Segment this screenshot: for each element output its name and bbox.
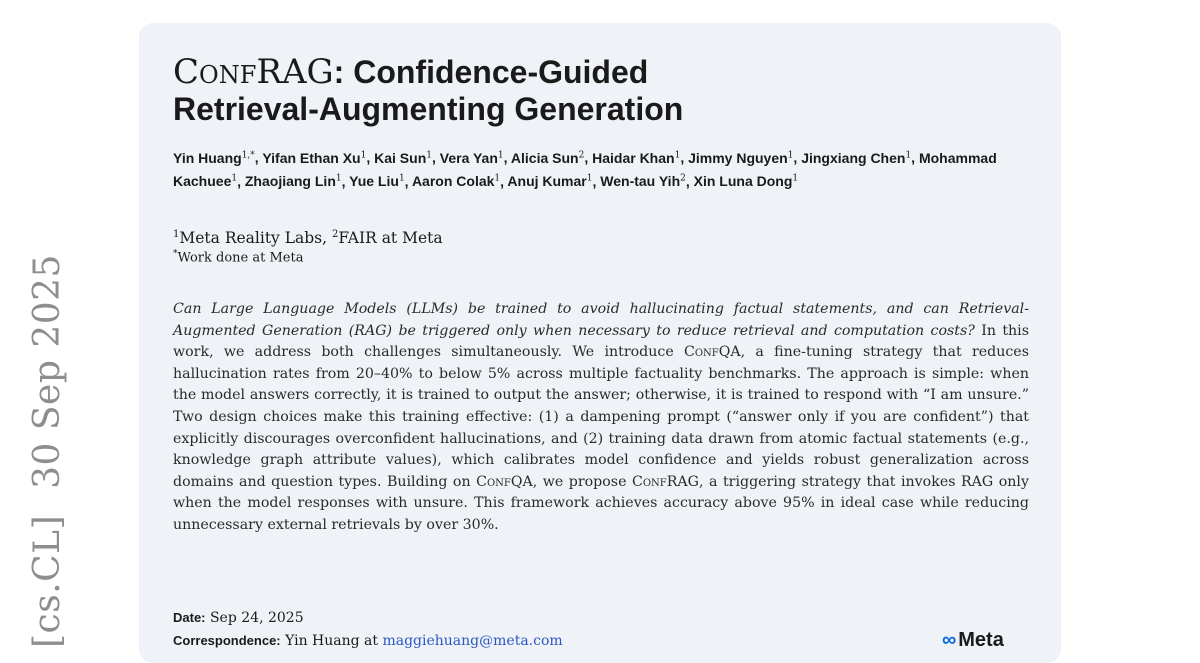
author-name-text: Zhaojiang Lin <box>244 173 336 190</box>
author-name-text: Anuj Kumar <box>507 173 587 190</box>
author-affiliation-sup: 1,* <box>241 150 255 160</box>
author-affiliation-sup: 1 <box>426 150 432 160</box>
author-name-text: Jingxiang Chen <box>801 149 906 166</box>
author-name-text: Haidar Khan <box>592 149 675 166</box>
author-name <box>412 173 500 189</box>
author-affiliation-sup: 1 <box>231 173 238 184</box>
title-line1-rest: : Confidence-Guided <box>333 54 649 90</box>
author-name <box>173 150 255 166</box>
author-affiliation-sup: 2 <box>578 150 585 160</box>
author-name <box>592 150 680 166</box>
abstract <box>173 299 1029 537</box>
aff2: FAIR at Meta <box>338 229 443 248</box>
abstract-text-4: , a triggering strategy that invokes RAG only when the model responses with unsure. This framework achieves accuracy above 95% in ideal case while reducing unnecessary external retrievals by over 30%. <box>173 473 1029 533</box>
confqa-term-2: ConfQA <box>476 473 533 490</box>
author-name-text: Yin Huang <box>173 149 242 166</box>
date-value: Sep 24, 2025 <box>209 610 304 626</box>
author-affiliation-sup: 1 <box>792 173 799 184</box>
author-name <box>688 150 793 166</box>
author-name-text: Yue Liu <box>349 173 399 190</box>
author-affiliation-sup: 1 <box>787 150 794 160</box>
author-affiliation-sup: 2 <box>680 173 686 184</box>
date-line <box>173 610 304 626</box>
correspondence-text: Yin Huang at <box>285 633 383 649</box>
author-name-text: Wen-tau Yih <box>600 173 681 190</box>
author-name-text: Aaron Colak <box>411 173 495 190</box>
author-name <box>801 150 911 166</box>
meta-infinity-icon: ∞ <box>942 629 957 651</box>
aff1: Meta Reality Labs, <box>179 229 332 248</box>
author-affiliation-sup: 1 <box>586 173 593 184</box>
arxiv-category: [cs.CL] <box>27 514 68 648</box>
author-name-text: Jimmy Nguyen <box>688 149 788 166</box>
date-label: Date: <box>173 610 206 625</box>
paper-title <box>173 54 683 128</box>
author-name <box>511 150 584 166</box>
confrag-term: ConfRAG <box>631 473 699 490</box>
title-line2: Retrieval-Augmenting Generation <box>173 91 684 127</box>
author-affiliation-sup: 1 <box>398 173 405 184</box>
aff2-sup: 2 <box>332 229 339 240</box>
author-name <box>440 150 504 166</box>
abstract-text-3: , we propose <box>532 473 632 490</box>
arxiv-side-stamp <box>27 254 68 648</box>
confqa-term: ConfQA <box>684 344 741 361</box>
author-name <box>349 173 405 189</box>
author-affiliation-sup: 1 <box>905 150 912 160</box>
arxiv-date: 30 Sep 2025 <box>27 254 68 489</box>
title-smallcaps: ConfRAG <box>173 52 334 92</box>
abstract-text-1: In this work, we address both challenges simultaneously. We introduce <box>173 322 1029 361</box>
author-list: Yin Huang$^{1,*}$, Yifan Ethan Xu$^1$, Kai Sun$^1$, Vera Yan$^1$, Alicia Sun$^2$, Haidar Khan$^1$, Jimmy Nguyen$^1$, Jingxiang Chen$^1$, Mohammad Kachuee$^1$, Zhaojiang Lin$^1$, Yue Liu$^1$, Aaron Colak$^1$, Anuj Kumar$^1$, Wen-tau Yih$^2$, Xin Luna Dong$^1$ <box>173 149 997 190</box>
note-sup: * <box>173 249 178 259</box>
author-name-text: Xin Luna Dong <box>693 173 793 190</box>
aff1-sup: 1 <box>173 229 180 240</box>
abstract-question: Can Large Language Models (LLMs) be trained to avoid hallucinating factual statements, and can Retrieval-Augmented Generation (RAG) be triggered only when necessary to reduce retrieval and computation costs? <box>173 301 1029 339</box>
author-name <box>262 150 366 166</box>
meta-logo-text: Meta <box>958 629 1004 651</box>
author-name-text: Vera Yan <box>439 149 498 166</box>
note-text: Work done at Meta <box>177 250 304 266</box>
author-affiliation-sup: 1 <box>494 173 501 184</box>
author-affiliation-sup: 1 <box>360 150 367 160</box>
author-affiliation-sup: 1 <box>335 173 342 184</box>
author-name-text: Kai Sun <box>374 149 427 166</box>
author-name <box>507 173 592 189</box>
author-name-text: Mohammad Kachuee <box>173 149 997 190</box>
author-affiliation-sup: 1 <box>497 150 504 160</box>
author-name-text: Yifan Ethan Xu <box>262 149 361 166</box>
author-name-text: Alicia Sun <box>510 149 579 166</box>
footnote <box>173 249 303 265</box>
author-name <box>245 173 342 189</box>
affiliations <box>173 224 443 249</box>
correspondence-line <box>173 633 563 649</box>
abstract-text-2: , a fine-tuning strategy that reduces hallucination rates from 20–40% to below 5% across multiple factuality benchmarks. The approach is simple: when the model answers correctly, it is trained to output the answer; otherwise, it is trained to respond with “I am unsure.” Two design choices make this training effective: (1) a dampening prompt (“answer only if you are confident”) that explicitly discourages overconfident hallucinations, and (2) training data drawn from atomic factual statements (e.g., knowledge graph attribute values), which calibrates model confidence and yields robust generalization across domains and question types. Building on <box>173 344 1029 490</box>
correspondence-label: Correspondence: <box>173 633 281 648</box>
author-name <box>600 173 686 189</box>
paper-header-card <box>139 23 1061 663</box>
correspondence-email-link[interactable]: maggiehuang@meta.com <box>382 633 563 649</box>
author-affiliation-sup: 1 <box>674 150 681 160</box>
meta-logo <box>942 629 1004 652</box>
author-name <box>374 150 432 166</box>
author-name <box>694 173 799 189</box>
